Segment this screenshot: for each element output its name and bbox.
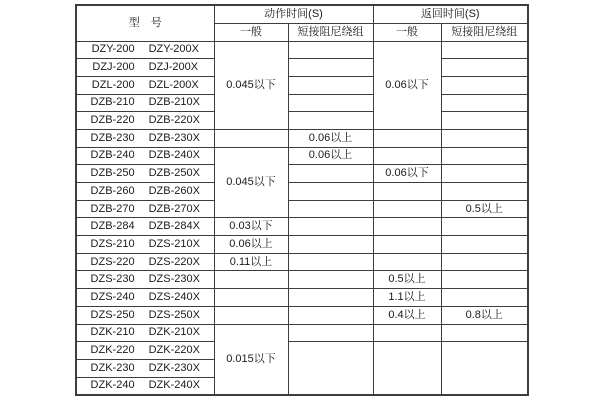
- model-cell: [76, 377, 214, 395]
- model-name: DZS-220X: [148, 255, 200, 268]
- model-cell: [76, 236, 214, 254]
- model-cell: [76, 324, 214, 342]
- model-name: DZS-210: [90, 237, 135, 250]
- model-name: DZB-250X: [148, 167, 200, 180]
- model-name: DZB-260X: [148, 184, 200, 197]
- table-row: [76, 183, 528, 201]
- model-name: DZB-284X: [148, 220, 200, 233]
- table-row: [76, 218, 528, 236]
- model-cell: [76, 289, 214, 307]
- col-header-model: 型 号: [76, 5, 214, 41]
- return-damping-cell: [441, 165, 528, 183]
- action-general-cell: 0.11以上: [214, 253, 288, 271]
- return-general-cell: [373, 129, 441, 147]
- col-header-action-damping: 短接阻尼绕组: [288, 23, 373, 41]
- model-name: DZB-270X: [148, 202, 200, 215]
- col-header-return-general: 一般: [373, 23, 441, 41]
- return-general-cell: 0.4以上: [373, 306, 441, 324]
- return-damping-cell: [441, 289, 528, 307]
- action-damping-cell: [288, 94, 373, 112]
- model-name: DZB-260: [90, 184, 135, 197]
- action-general-cell: [214, 289, 288, 307]
- model-name: DZK-220X: [148, 344, 200, 357]
- model-name: DZL-200: [91, 78, 135, 91]
- action-damping-cell: [288, 236, 373, 254]
- action-general-cell: 0.045以下: [214, 147, 288, 218]
- model-cell: [76, 183, 214, 201]
- return-general-cell: [373, 324, 441, 342]
- model-name: DZS-250X: [148, 308, 200, 321]
- action-damping-cell: [288, 253, 373, 271]
- model-cell: [76, 165, 214, 183]
- return-general-cell: [373, 218, 441, 236]
- model-name: DZB-230X: [148, 131, 200, 144]
- model-name: DZJ-200: [92, 61, 135, 74]
- return-general-cell: [373, 253, 441, 271]
- model-name: DZB-220: [90, 114, 135, 127]
- action-damping-cell: [288, 200, 373, 218]
- action-damping-cell: [288, 324, 373, 342]
- action-damping-cell: [288, 289, 373, 307]
- action-general-cell: [214, 129, 288, 147]
- col-header-return-time: 返回时间(S): [373, 5, 528, 23]
- return-general-cell: 1.1以上: [373, 289, 441, 307]
- return-damping-cell: [441, 147, 528, 165]
- action-general-cell: [214, 306, 288, 324]
- model-name: DZJ-200X: [148, 61, 199, 74]
- model-name: DZB-250: [90, 167, 135, 180]
- action-damping-cell: [288, 59, 373, 77]
- action-damping-cell: [288, 218, 373, 236]
- table-row: [76, 253, 528, 271]
- model-cell: [76, 359, 214, 377]
- action-damping-cell: [288, 41, 373, 59]
- model-cell: [76, 76, 214, 94]
- return-damping-cell: [441, 253, 528, 271]
- model-cell: [76, 94, 214, 112]
- header-row-groups: [76, 5, 528, 23]
- model-cell: [76, 271, 214, 289]
- model-name: DZS-230: [90, 273, 135, 286]
- model-name: DZK-220: [90, 344, 135, 357]
- table-row: [76, 59, 528, 77]
- action-general-cell: 0.06以上: [214, 236, 288, 254]
- return-damping-cell: [441, 112, 528, 130]
- return-damping-cell: 0.8以上: [441, 306, 528, 324]
- model-cell: [76, 200, 214, 218]
- return-general-cell: [373, 200, 441, 218]
- model-name: DZY-200: [91, 43, 135, 56]
- model-name: DZK-210X: [148, 326, 200, 339]
- model-cell: [76, 147, 214, 165]
- table-row: [76, 200, 528, 218]
- return-general-cell: 0.06以下: [373, 165, 441, 183]
- model-cell: [76, 342, 214, 360]
- return-damping-cell: [441, 236, 528, 254]
- return-general-cell: [373, 342, 441, 395]
- table-row: [76, 236, 528, 254]
- table-row: [76, 271, 528, 289]
- model-name: DZK-230: [90, 361, 135, 374]
- action-damping-cell: [288, 183, 373, 201]
- return-damping-cell: [441, 324, 528, 342]
- model-name: DZS-240X: [148, 290, 200, 303]
- action-general-cell: 0.045以下: [214, 41, 288, 129]
- return-damping-cell: 0.5以上: [441, 200, 528, 218]
- return-damping-cell: [441, 271, 528, 289]
- relay-timing-table: [75, 4, 529, 396]
- model-name: DZS-220: [90, 255, 135, 268]
- action-damping-cell: 0.06以上: [288, 147, 373, 165]
- table-row: [76, 41, 528, 59]
- table-row: [76, 289, 528, 307]
- model-name: DZB-230: [90, 131, 135, 144]
- model-name: DZS-240: [90, 290, 135, 303]
- action-damping-cell: [288, 112, 373, 130]
- table-row: [76, 129, 528, 147]
- return-damping-cell: [441, 76, 528, 94]
- table-row: [76, 112, 528, 130]
- model-name: DZK-240X: [148, 379, 200, 392]
- table-row: [76, 324, 528, 342]
- return-damping-cell: [441, 41, 528, 59]
- return-damping-cell: [441, 218, 528, 236]
- table-row: [76, 76, 528, 94]
- table-body: [76, 41, 528, 395]
- model-cell: [76, 59, 214, 77]
- model-cell: [76, 41, 214, 59]
- return-general-cell: 0.5以上: [373, 271, 441, 289]
- model-name: DZK-210: [90, 326, 135, 339]
- model-name: DZL-200X: [148, 78, 199, 91]
- model-name: DZB-220X: [148, 114, 200, 127]
- return-damping-cell: [441, 59, 528, 77]
- col-header-return-damping: 短接阻尼绕组: [441, 23, 528, 41]
- model-name: DZB-210X: [148, 96, 200, 109]
- table-row: [76, 306, 528, 324]
- model-cell: [76, 306, 214, 324]
- model-cell: [76, 218, 214, 236]
- action-damping-cell: [288, 271, 373, 289]
- return-damping-cell: [441, 183, 528, 201]
- return-general-cell: [373, 147, 441, 165]
- return-damping-cell: [441, 129, 528, 147]
- table-row: [76, 342, 528, 360]
- model-name: DZS-250: [90, 308, 135, 321]
- model-name: DZB-210: [90, 96, 135, 109]
- action-damping-cell: [288, 165, 373, 183]
- action-damping-cell: [288, 342, 373, 395]
- return-general-cell: 0.06以下: [373, 41, 441, 129]
- action-general-cell: [214, 271, 288, 289]
- model-name: DZS-230X: [148, 273, 200, 286]
- model-cell: [76, 253, 214, 271]
- table-row: [76, 165, 528, 183]
- action-damping-cell: [288, 306, 373, 324]
- model-name: DZB-270: [90, 202, 135, 215]
- return-damping-cell: [441, 342, 528, 395]
- action-damping-cell: [288, 76, 373, 94]
- action-damping-cell: 0.06以上: [288, 129, 373, 147]
- col-header-action-general: 一般: [214, 23, 288, 41]
- return-general-cell: [373, 183, 441, 201]
- model-name: DZB-240: [90, 149, 135, 162]
- model-name: DZY-200X: [148, 43, 199, 56]
- model-cell: [76, 129, 214, 147]
- return-general-cell: [373, 236, 441, 254]
- model-name: DZS-210X: [148, 237, 200, 250]
- table-header: [76, 5, 528, 41]
- return-damping-cell: [441, 94, 528, 112]
- model-name: DZB-284: [90, 220, 135, 233]
- action-general-cell: 0.03以下: [214, 218, 288, 236]
- model-name: DZK-240: [90, 379, 135, 392]
- table-row: [76, 94, 528, 112]
- col-header-action-time: 动作时间(S): [214, 5, 373, 23]
- model-name: DZK-230X: [148, 361, 200, 374]
- model-name: DZB-240X: [148, 149, 200, 162]
- action-general-cell: 0.015以下: [214, 324, 288, 395]
- model-cell: [76, 112, 214, 130]
- table-row: [76, 147, 528, 165]
